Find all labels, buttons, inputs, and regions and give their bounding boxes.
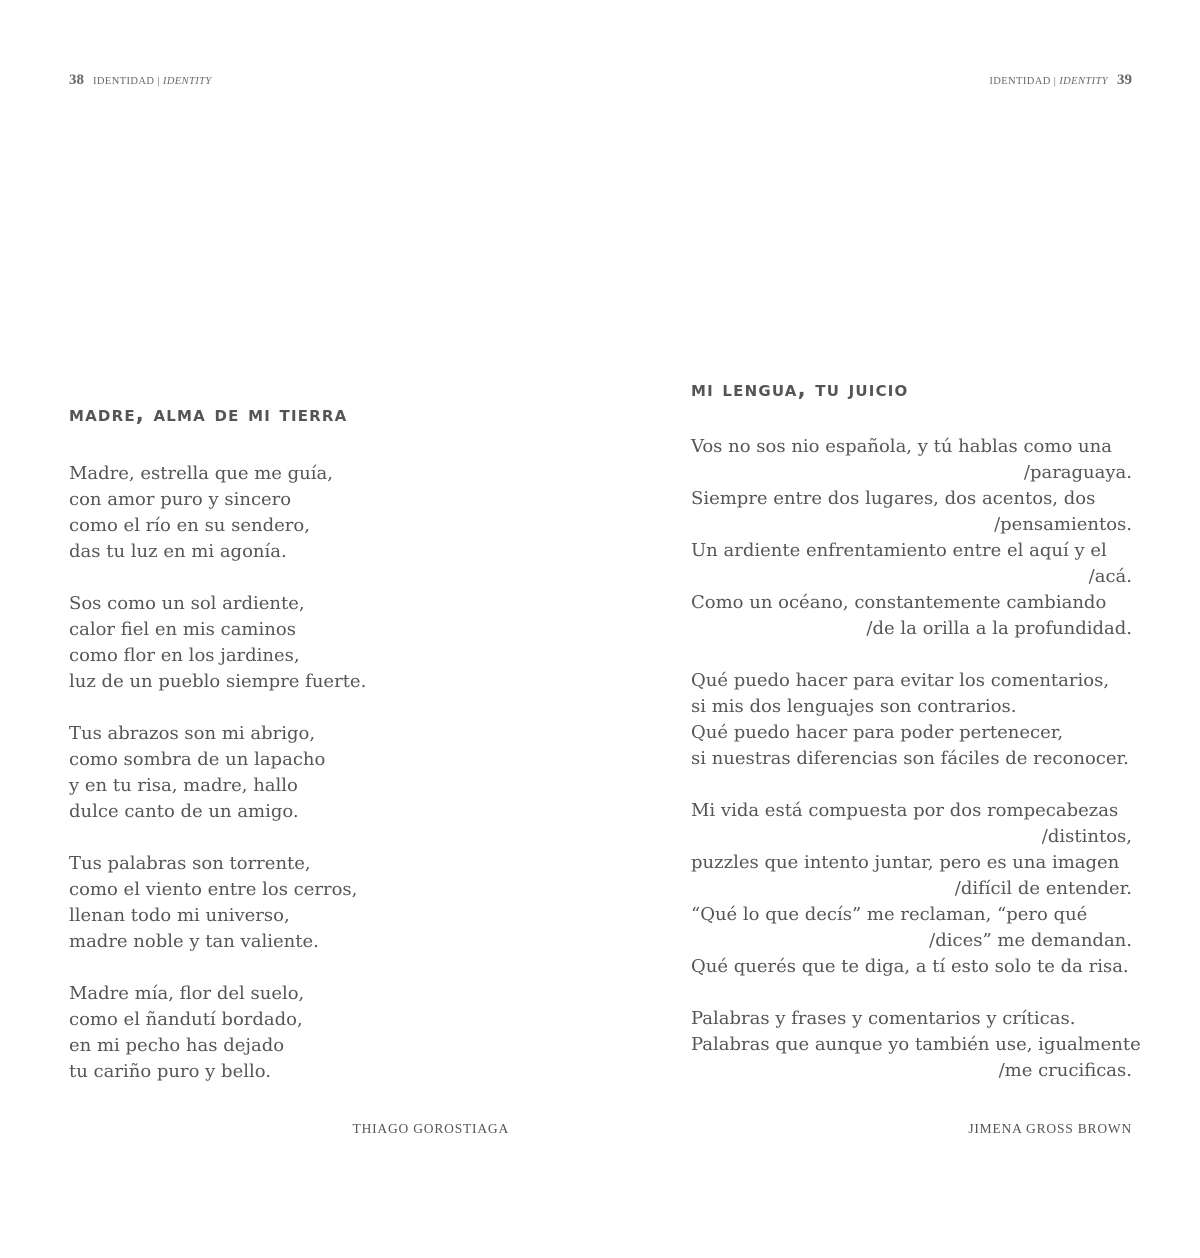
poem-line: como el ñandutí bordado, (69, 1009, 303, 1030)
right-running-header (989, 72, 1132, 89)
right-running-head-en: IDENTITY (1059, 76, 1108, 87)
poem-line: Qué puedo hacer para poder pertenecer, (691, 722, 1064, 743)
left-poem-author: THIAGO GOROSTIAGA (352, 1121, 509, 1136)
poem-line: si mis dos lenguajes son contrarios. (691, 696, 1017, 717)
right-running-head-text (989, 76, 1108, 87)
poem-line: Vos no sos nio española, y tú hablas como una (691, 436, 1112, 457)
poem-stanza (691, 1006, 1141, 1084)
poem-line: como flor en los jardines, (69, 645, 300, 666)
right-page-number: 39 (1117, 72, 1132, 88)
poem-line-continuation: /me crucificas. (998, 1060, 1132, 1081)
poem-stanza (69, 851, 509, 955)
poem-line: Tus abrazos son mi abrigo, (69, 723, 316, 744)
poem-line: como el río en su sendero, (69, 515, 310, 536)
poem-line: con amor puro y sincero (69, 489, 292, 510)
right-poem-body (691, 434, 1141, 1084)
poem-line: calor fiel en mis caminos (69, 619, 296, 640)
poem-line: luz de un pueblo siempre fuerte. (69, 671, 367, 692)
poem-line: Palabras que aunque yo también use, igualmente (691, 1034, 1141, 1055)
poem-line: Siempre entre dos lugares, dos acentos, dos (691, 488, 1096, 509)
poem-stanza (69, 981, 509, 1085)
left-poem-body (69, 461, 509, 1085)
poem-line: Qué puedo hacer para evitar los comentarios, (691, 670, 1110, 691)
poem-stanza (69, 721, 509, 825)
poem-line: Qué querés que te diga, a tí esto solo te da risa. (691, 956, 1129, 977)
poem-stanza (69, 461, 509, 565)
right-poem-author: JIMENA GROSS BROWN (968, 1121, 1132, 1136)
left-running-head-es: IDENTIDAD (93, 76, 155, 87)
poem-stanza (691, 798, 1132, 980)
left-running-head-en: IDENTITY (162, 76, 212, 87)
poem-line: como sombra de un lapacho (69, 749, 326, 770)
poem-line-continuation: /pensamientos. (994, 514, 1132, 535)
poem-line: “Qué lo que decís” me reclaman, “pero qué (691, 904, 1088, 925)
poem-line-continuation: /dices” me demandan. (929, 930, 1132, 951)
left-page-number: 38 (69, 72, 84, 88)
left-poem-title: madre, alma de mi tierra (69, 402, 348, 426)
poem-line: puzzles que intento juntar, pero es una imagen (691, 852, 1120, 873)
poem-line: como el viento entre los cerros, (69, 879, 358, 900)
left-running-head-separator: | (157, 76, 160, 87)
poem-line-continuation: /distintos, (1041, 826, 1132, 847)
poem-line: Madre mía, flor del suelo, (69, 983, 305, 1004)
poem-line: Tus palabras son torrente, (69, 853, 311, 874)
poem-line-continuation: /acá. (1088, 566, 1132, 587)
poem-line: Sos como un sol ardiente, (69, 593, 305, 614)
poem-line: y en tu risa, madre, hallo (69, 775, 298, 796)
poem-line: Un ardiente enfrentamiento entre el aquí y el (691, 540, 1107, 561)
poem-line: si nuestras diferencias son fáciles de reconocer. (691, 748, 1129, 769)
right-running-head-es: IDENTIDAD (989, 76, 1051, 87)
poem-line: llenan todo mi universo, (69, 905, 290, 926)
poem-line: das tu luz en mi agonía. (69, 541, 287, 562)
right-running-head-separator: | (1053, 76, 1057, 87)
poem-stanza (69, 591, 509, 695)
right-poem-title: mi lengua, tu juicio (691, 377, 909, 401)
left-running-head-text (93, 76, 212, 87)
poem-line-continuation: /paraguaya. (1023, 462, 1132, 483)
poem-line: Como un océano, constantemente cambiando (691, 592, 1107, 613)
poem-line: dulce canto de un amigo. (69, 801, 299, 822)
poem-line-continuation: /difícil de entender. (954, 878, 1132, 899)
left-poem (69, 402, 509, 1111)
poem-line: Madre, estrella que me guía, (69, 463, 333, 484)
right-poem (691, 377, 1141, 1110)
poem-line: tu cariño puro y bello. (69, 1061, 271, 1082)
poem-stanza (691, 668, 1132, 772)
left-running-header (69, 72, 212, 89)
poem-line: en mi pecho has dejado (69, 1035, 285, 1056)
poem-line: madre noble y tan valiente. (69, 931, 319, 952)
poem-line-continuation: /de la orilla a la profundidad. (866, 618, 1132, 639)
poem-line: Mi vida está compuesta por dos rompecabezas (691, 800, 1119, 821)
poem-line: Palabras y frases y comentarios y críticas. (691, 1008, 1076, 1029)
poem-stanza (691, 434, 1132, 642)
